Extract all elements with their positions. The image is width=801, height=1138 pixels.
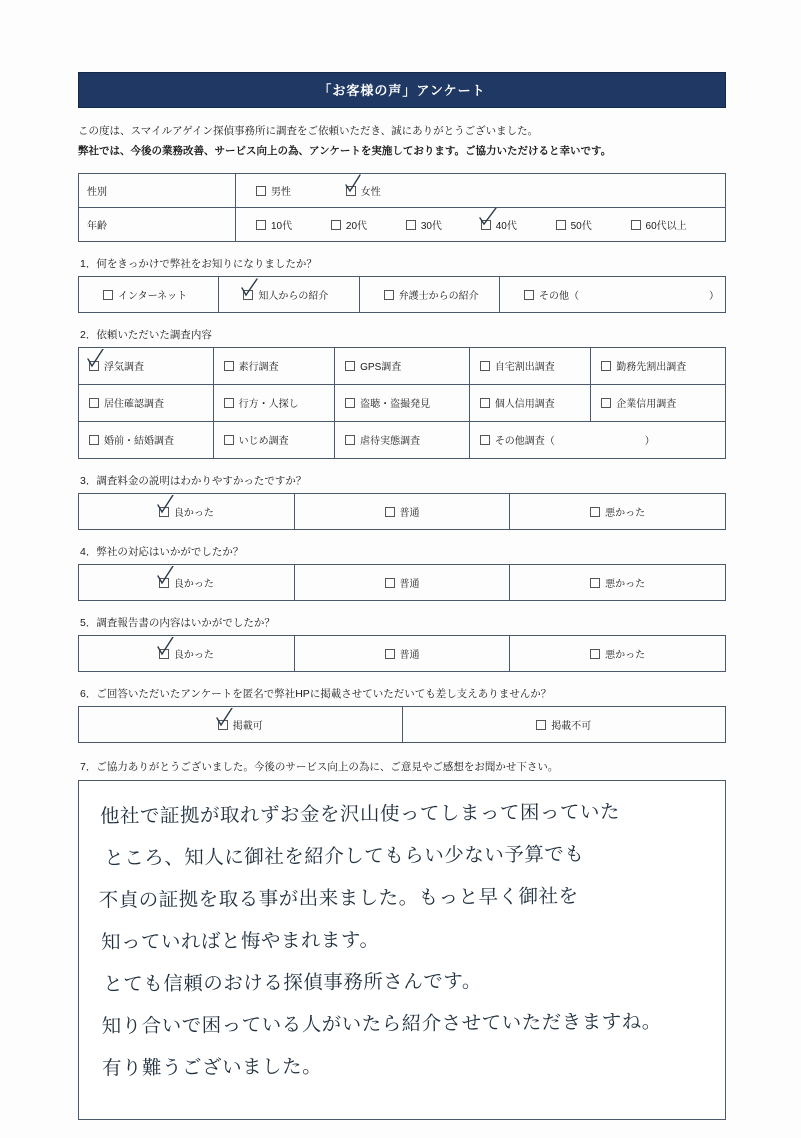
q4-option-normal-label: 普通 [399, 578, 420, 590]
q1-option-acquaintance[interactable] [219, 277, 359, 312]
age-option-10s-label: 10代 [271, 220, 293, 232]
checkbox-icon[interactable] [345, 435, 355, 445]
age-option-50s[interactable] [556, 217, 592, 232]
q2-row-3 [79, 421, 726, 458]
q2-option-home-label: 自宅割出調査 [494, 362, 555, 374]
handwritten-comment [100, 790, 713, 1089]
checkbox-icon[interactable] [384, 290, 394, 300]
q6-option-deny-label: 掲載不可 [551, 720, 592, 732]
q1-option-other[interactable] [500, 277, 725, 312]
handwritten-line-1: 他社で証拠が取れずお金を沢山使ってしまって困っていた [99, 799, 621, 828]
q4-option-bad-label: 悪かった [605, 578, 646, 590]
question-5-title: 5．調査報告書の内容はいかがでしたか？ [80, 616, 275, 629]
q2-row-2 [79, 384, 726, 421]
q3-option-normal[interactable] [295, 494, 511, 529]
q6-option-allow-label: 掲載可 [232, 720, 263, 732]
checkbox-icon[interactable] [480, 361, 490, 371]
handwritten-line-3: 不貞の証拠を取る事が出来ました。もっと早く御社を [98, 884, 579, 912]
question-5-answers [78, 635, 726, 672]
q4-option-normal[interactable] [295, 565, 511, 600]
checkbox-icon[interactable] [601, 361, 611, 371]
checkbox-icon[interactable] [243, 290, 253, 300]
checkbox-icon[interactable] [601, 398, 611, 408]
question-6-answers [78, 706, 726, 743]
q5-option-bad-label: 悪かった [605, 649, 646, 661]
handwritten-line-7: 有り難うございました。 [102, 1054, 323, 1080]
q2-option-behavior-label: 素行調査 [238, 362, 279, 374]
checkbox-icon[interactable] [256, 220, 266, 230]
intro-text [78, 122, 726, 161]
checkbox-icon[interactable] [385, 578, 395, 588]
q3-option-normal-label: 普通 [399, 507, 420, 519]
q4-option-good[interactable] [79, 565, 295, 600]
q1-option-internet[interactable] [79, 277, 219, 312]
checkbox-icon[interactable] [590, 578, 600, 588]
checkbox-icon[interactable] [590, 507, 600, 517]
q3-option-bad-label: 悪かった [605, 507, 646, 519]
checkbox-icon[interactable] [345, 398, 355, 408]
checkbox-icon[interactable] [224, 361, 234, 371]
question-7-title: 7．ご協力ありがとうございました。今後のサービス向上の為に、ご意見やご感想をお聞かせ下さい。 [80, 760, 559, 773]
q5-option-bad[interactable] [510, 636, 725, 671]
gender-option-female[interactable] [346, 183, 381, 198]
question-4-title: 4．弊社の対応はいかがでしたか？ [80, 545, 244, 558]
q1-option-acquaintance-label: 知人からの紹介 [258, 290, 329, 302]
q2-option-bullying[interactable] [213, 421, 334, 458]
age-option-20s[interactable] [331, 217, 367, 232]
q2-option-corporate-credit-label: 企業信用調査 [616, 399, 677, 411]
q2-option-personal-credit-label: 個人信用調査 [494, 399, 555, 411]
question-3-answers [78, 493, 726, 530]
intro-line-2: 弊社では、今後の業務改善、サービス向上の為、アンケートを実施しております。ご協力いただけると幸いです。 [78, 145, 612, 158]
age-option-30s-label: 30代 [420, 220, 442, 232]
checkbox-icon[interactable] [481, 220, 491, 230]
age-options-cell [236, 207, 726, 241]
gender-row [79, 173, 726, 207]
q2-option-abuse-label: 虐待実態調査 [360, 436, 421, 448]
intro-line-1: この度は、スマイルアゲイン探偵事務所に調査をご依頼いただき、誠にありがとうございました。 [78, 125, 539, 137]
q5-option-normal[interactable] [295, 636, 511, 671]
q2-option-missing[interactable] [213, 384, 334, 421]
checkbox-icon[interactable] [385, 507, 395, 517]
checkbox-icon[interactable] [103, 290, 113, 300]
gender-options-cell [236, 173, 726, 207]
checkbox-icon[interactable] [89, 361, 99, 371]
q1-option-other-label: その他（ ） [538, 290, 719, 302]
q2-option-affair-label: 浮気調査 [104, 362, 144, 374]
gender-option-male-label: 男性 [271, 186, 291, 198]
question-7-comment-box[interactable] [78, 780, 726, 1120]
q2-option-other-label: その他調査（ ） [494, 436, 655, 448]
survey-sheet [78, 72, 726, 1120]
q2-option-workplace[interactable] [591, 347, 726, 384]
age-option-40s-label: 40代 [495, 220, 517, 232]
q3-option-good[interactable] [79, 494, 295, 529]
gender-label: 性別 [79, 173, 236, 207]
checkbox-icon[interactable] [224, 398, 234, 408]
age-option-50s-label: 50代 [570, 220, 592, 232]
q2-option-abuse[interactable] [335, 421, 470, 458]
q2-option-gps-label: GPS調査 [360, 362, 402, 374]
checkbox-icon[interactable] [480, 435, 490, 445]
q2-option-bullying-label: いじめ調査 [238, 436, 289, 448]
checkbox-icon[interactable] [256, 186, 266, 196]
q2-option-missing-label: 行方・人探し [238, 399, 299, 411]
checkbox-icon[interactable] [218, 720, 228, 730]
q2-option-workplace-label: 勤務先割出調査 [616, 362, 687, 374]
checkbox-icon[interactable] [346, 186, 356, 196]
q2-option-gps[interactable] [335, 347, 470, 384]
checkbox-icon[interactable] [524, 290, 534, 300]
question-3-title: 3．調査料金の説明はわかりやすかったですか？ [80, 474, 307, 487]
gender-option-male[interactable] [256, 183, 291, 198]
question-6-title: 6．ご回答いただいたアンケートを匿名で弊社HPに掲載させていただいても差し支えありませんか？ [80, 687, 552, 700]
handwritten-line-5: とても信頼のおける探偵事務所さんです。 [103, 969, 482, 996]
age-option-20s-label: 20代 [345, 220, 368, 232]
q2-option-bug-detection[interactable] [335, 384, 470, 421]
q2-option-residence-label: 居住確認調査 [104, 399, 164, 411]
age-option-10s[interactable] [256, 217, 292, 232]
q1-option-lawyer-label: 弁護士からの紹介 [398, 290, 479, 302]
checkbox-icon[interactable] [536, 720, 546, 730]
q4-option-good-label: 良かった [173, 578, 214, 590]
page-title: 「お客様の声」アンケート [78, 72, 726, 108]
profile-table [78, 173, 726, 242]
q3-option-good-label: 良かった [173, 507, 214, 519]
q2-option-personal-credit[interactable] [469, 384, 590, 421]
q6-option-deny[interactable] [403, 707, 726, 742]
checkbox-icon[interactable] [631, 220, 641, 230]
checkbox-icon[interactable] [590, 649, 600, 659]
q1-option-lawyer[interactable] [360, 277, 500, 312]
checkbox-icon[interactable] [159, 507, 169, 517]
q1-option-internet-label: インターネット [118, 290, 188, 302]
checkbox-icon[interactable] [406, 220, 416, 230]
age-option-30s[interactable] [406, 217, 442, 232]
q2-row-1 [79, 347, 726, 384]
handwritten-line-6: 知り合いで困っている人がいたら紹介させていただきますね。 [101, 1009, 662, 1038]
question-2-answers [78, 347, 726, 459]
q5-option-normal-label: 普通 [399, 649, 420, 661]
handwritten-line-2: ところ、知人に御社を紹介してもらい少ない予算でも [104, 842, 585, 870]
q2-option-behavior[interactable] [213, 347, 334, 384]
q2-option-residence[interactable] [79, 384, 214, 421]
checkbox-icon[interactable] [159, 649, 169, 659]
question-1-title: 1．何をきっかけで弊社をお知りになりましたか？ [80, 257, 317, 270]
age-option-60s-plus[interactable] [631, 217, 687, 232]
q2-option-bug-detection-label: 盗聴・盗撮発見 [360, 399, 431, 411]
q4-option-bad[interactable] [510, 565, 725, 600]
checkbox-icon[interactable] [89, 435, 99, 445]
q2-option-other[interactable] [469, 421, 725, 458]
checkbox-icon[interactable] [331, 220, 341, 230]
age-row [79, 207, 726, 241]
checkbox-icon[interactable] [385, 649, 395, 659]
age-label: 年齢 [79, 207, 236, 241]
q5-option-good[interactable] [79, 636, 295, 671]
checkbox-icon[interactable] [556, 220, 566, 230]
checkbox-icon[interactable] [159, 578, 169, 588]
question-1-answers [78, 276, 726, 313]
age-option-60s-plus-label: 60代以上 [645, 220, 687, 232]
checkbox-icon[interactable] [224, 435, 234, 445]
q2-option-marriage-label: 婚前・結婚調査 [104, 436, 174, 448]
checkbox-icon[interactable] [345, 361, 355, 371]
q2-option-corporate-credit[interactable] [591, 384, 726, 421]
q2-option-affair[interactable] [79, 347, 214, 384]
question-4-answers [78, 564, 726, 601]
q2-option-home[interactable] [469, 347, 590, 384]
q3-option-bad[interactable] [510, 494, 725, 529]
age-option-40s[interactable] [481, 217, 517, 232]
gender-option-female-label: 女性 [360, 186, 381, 198]
checkbox-icon[interactable] [89, 398, 99, 408]
q6-option-allow[interactable] [79, 707, 403, 742]
handwritten-line-4: 知っていればと悔やまれます。 [100, 927, 380, 954]
question-2-title: 2．依頼いただいた調査内容 [80, 328, 212, 341]
q5-option-good-label: 良かった [173, 649, 214, 661]
q2-option-marriage[interactable] [79, 421, 214, 458]
checkbox-icon[interactable] [480, 398, 490, 408]
